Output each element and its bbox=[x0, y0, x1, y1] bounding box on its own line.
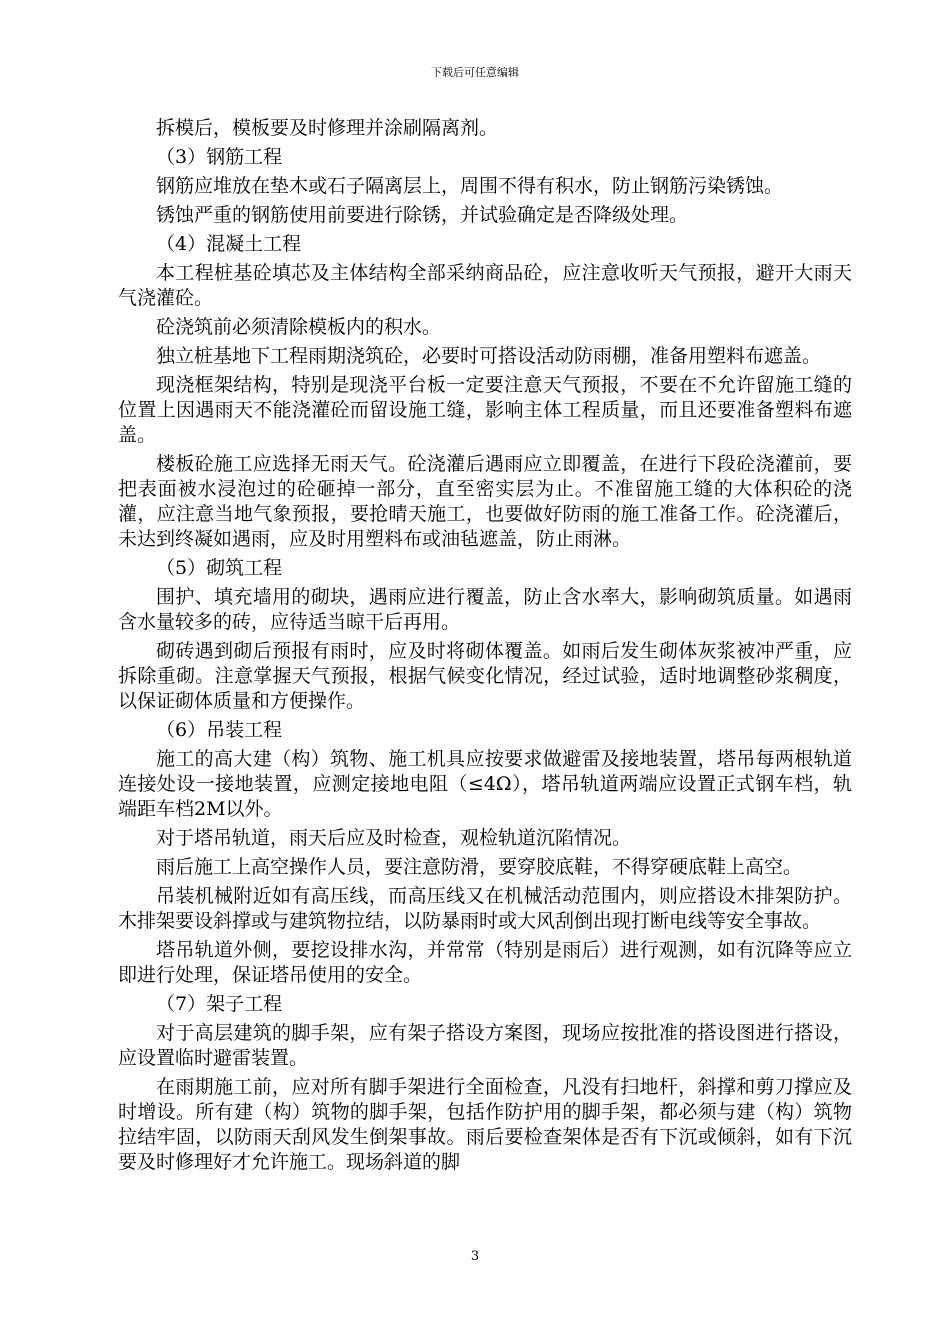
section-heading: （4）混凝土工程 bbox=[156, 233, 302, 255]
paragraph: 雨后施工上高空操作人员，要注意防滑，要穿胶底鞋，不得穿硬底鞋上高空。 bbox=[156, 856, 803, 878]
paragraph: 围护、填充墙用的砌块，遇雨应进行覆盖，防止含水率大，影响砌筑质量。如遇雨含水量较多的砖，应待适当晾干后再用。 bbox=[118, 586, 852, 633]
paragraph: 塔吊轨道外侧，要挖设排水沟，并常常（特别是雨后）进行观测，如有沉降等应立即进行处理，保证塔吊使用的安全。 bbox=[118, 939, 852, 986]
paragraph: 现浇框架结构，特别是现浇平台板一定要注意天气预报，不要在不允许留施工缝的位置上因遇雨天不能浇灌砼而留设施工缝，影响主体工程质量，而且还要准备塑料布遮盖。 bbox=[118, 374, 852, 446]
paragraph: 在雨期施工前，应对所有脚手架进行全面检查，凡没有扫地杆，斜撑和剪刀撑应及时增设。所有建（构）筑物的脚手架，包括作防护用的脚手架，都必须与建（构）筑物拉结牢固，以防雨天刮风发生倒架事故。雨后要检查架体是否有下沉或倾斜，如有下沉要及时修理好才允许施工。现场斜道的脚 bbox=[118, 1076, 852, 1173]
paragraph: 楼板砼施工应选择无雨天气。砼浇灌后遇雨应立即覆盖，在进行下段砼浇灌前，要把表面被水浸泡过的砼砸掉一部分，直至密实层为止。不准留施工缝的大体积砼的浇灌，应注意当地气象预报，要抢晴天施工，也要做好防雨的施工准备工作。砼浇灌后，未达到终凝如遇雨，应及时用塑料布或油毡遮盖，防止雨淋。 bbox=[118, 453, 852, 550]
paragraph: 独立桩基地下工程雨期浇筑砼，必要时可搭设活动防雨棚，准备用塑料布遮盖。 bbox=[156, 345, 822, 367]
paragraph: 拆模后，模板要及时修理并涂刷隔离剂。 bbox=[156, 117, 499, 139]
page-header: 下载后可任意编辑 bbox=[431, 66, 519, 79]
paragraph: 本工程桩基砼填芯及主体结构全部采纳商品砼，应注意收听天气预报，避开大雨天气浇灌砼。 bbox=[118, 262, 852, 309]
paragraph: 施工的高大建（构）筑物、施工机具应按要求做避雷及接地装置，塔吊每两根轨道连接处设一接地装置，应测定接地电阻（≤4Ω），塔吊轨道两端应设置正式钢车档，轨端距车档2M以外。 bbox=[118, 748, 852, 820]
paragraph: 锈蚀严重的钢筋使用前要进行除锈，并试验确定是否降级处理。 bbox=[156, 204, 689, 226]
page-number: 3 bbox=[470, 1249, 480, 1264]
section-heading: （7）架子工程 bbox=[156, 993, 283, 1015]
paragraph: 对于高层建筑的脚手架，应有架子搭设方案图，现场应按批准的搭设图进行搭设，应设置临时避雷装置。 bbox=[118, 1022, 852, 1069]
section-heading: （3）钢筋工程 bbox=[156, 146, 283, 168]
section-heading: （5）砌筑工程 bbox=[156, 557, 283, 579]
paragraph: 钢筋应堆放在垫木或石子隔离层上，周围不得有积水，防止钢筋污染锈蚀。 bbox=[156, 175, 784, 197]
paragraph: 对于塔吊轨道，雨天后应及时检查，观检轨道沉陷情况。 bbox=[156, 827, 632, 849]
document-body bbox=[118, 116, 852, 1179]
paragraph: 砼浇筑前必须清除模板内的积水。 bbox=[156, 316, 442, 338]
section-heading: （6）吊装工程 bbox=[156, 719, 283, 741]
paragraph: 砌砖遇到砌后预报有雨时，应及时将砌体覆盖。如雨后发生砌体灰浆被冲严重，应拆除重砌。注意掌握天气预报，根据气候变化情况，经过试验，适时地调整砂浆稠度，以保证砌体质量和方便操作。 bbox=[118, 640, 852, 712]
paragraph: 吊装机械附近如有高压线，而高压线又在机械活动范围内，则应搭设木排架防护。木排架要设斜撑或与建筑物拉结，以防暴雨时或大风刮倒出现打断电线等安全事故。 bbox=[118, 885, 852, 932]
